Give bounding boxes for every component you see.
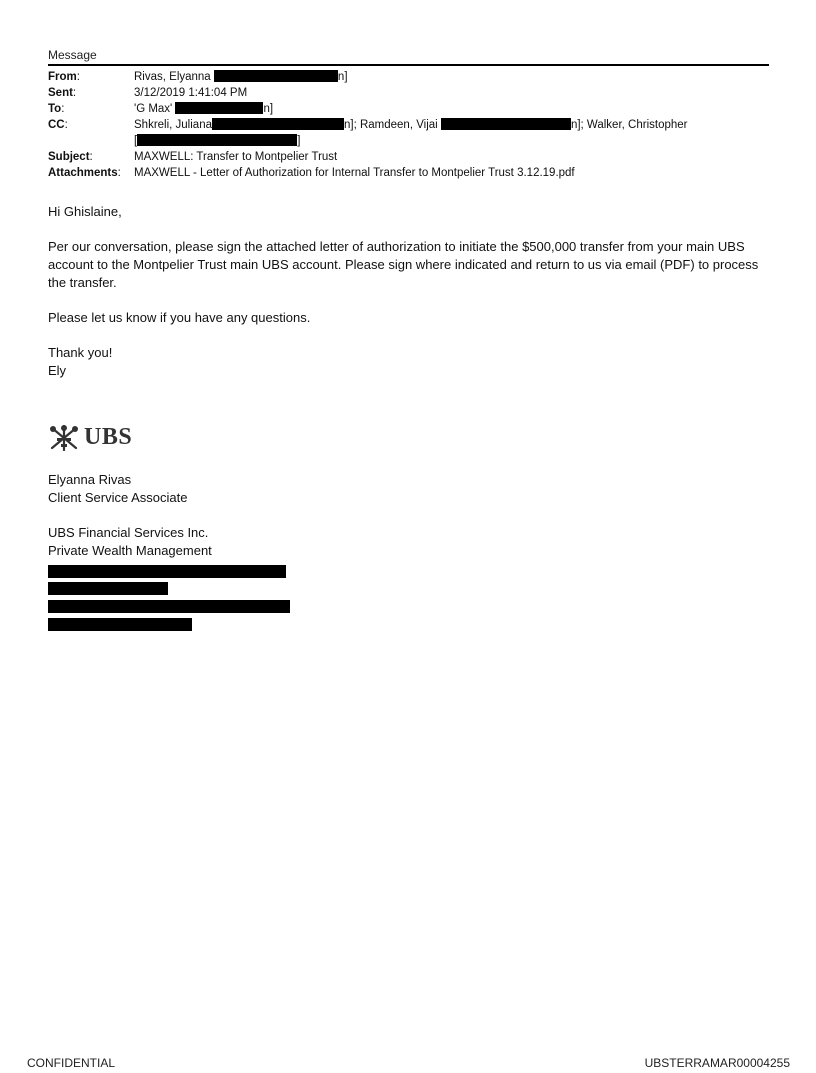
attachment-link[interactable]: MAXWELL - Letter of Authorization for Internal Transfer to Montpelier Trust 3.12.19.pdf — [134, 167, 575, 179]
ubs-logo-text: UBS — [84, 424, 133, 450]
signature-company: UBS Financial Services Inc. — [48, 525, 209, 540]
signoff: Ely — [48, 363, 67, 378]
body-paragraph-2: Please let us know if you have any questions. — [48, 310, 311, 325]
redaction-block — [48, 600, 290, 613]
attachments-label: Attachments — [48, 167, 118, 179]
cc-line2-open: [ — [134, 135, 138, 147]
ubs-keys-icon — [48, 425, 80, 451]
to-value: 'G Max' — [134, 103, 173, 115]
to-tail: n] — [263, 103, 274, 115]
signature-title: Client Service Associate — [48, 490, 188, 505]
cc-line2-close: ] — [297, 135, 301, 147]
redaction-block — [48, 565, 286, 578]
closing: Thank you! — [48, 345, 113, 360]
email-header — [48, 69, 769, 181]
subject-row: Subject: MAXWELL: Transfer to Montpelier Trust — [48, 149, 769, 165]
cc-row-continued — [48, 133, 769, 149]
signature-name: Elyanna Rivas — [48, 472, 132, 487]
sent-row: Sent: 3/12/2019 1:41:04 PM — [48, 85, 769, 101]
message-label: Message — [48, 48, 97, 62]
redaction-block — [212, 118, 344, 130]
to-label: To — [48, 103, 62, 115]
redaction-block — [137, 134, 297, 146]
from-value: Rivas, Elyanna — [134, 71, 211, 83]
signature-division: Private Wealth Management — [48, 543, 212, 558]
redaction-block — [175, 102, 263, 114]
body-paragraph-1: Per our conversation, please sign the attached letter of authorization to initiate the $500,000 transfer from your main UBS account to the Montpelier Trust main UBS account. Please sign where indicated and return to us via email (PDF) to process the transfer. — [48, 239, 759, 290]
redaction-block — [214, 70, 338, 82]
subject-label: Subject — [48, 151, 90, 163]
redaction-block — [441, 118, 571, 130]
signature-block — [48, 471, 212, 560]
sent-value: 3/12/2019 1:41:04 PM — [134, 87, 248, 99]
subject-value: MAXWELL: Transfer to Montpelier Trust — [134, 151, 338, 163]
attachments-row: Attachments: MAXWELL - Letter of Authorization for Internal Transfer to Montpelier Trust 3.12.19.pdf — [48, 165, 769, 181]
from-row: From: Rivas, Elyanna n] — [48, 71, 348, 83]
cc-row: CC: Shkreli, Juliana n]; Ramdeen, Vijai n]; Walker, Christopher — [48, 119, 688, 131]
to-row: To: 'G Max' n] — [48, 103, 274, 115]
cc-name-1: Shkreli, Juliana — [134, 119, 212, 131]
cc-label: CC — [48, 119, 65, 131]
header-divider — [48, 64, 769, 66]
redaction-block — [48, 582, 168, 595]
ubs-logo — [48, 424, 132, 451]
from-label: From — [48, 71, 77, 83]
footer-bates-number: UBSTERRAMAR00004255 — [644, 1056, 790, 1070]
cc-tail-1: n]; Ramdeen, Vijai — [343, 119, 438, 131]
cc-tail-2: n]; Walker, Christopher — [570, 119, 688, 131]
footer-confidential: CONFIDENTIAL — [27, 1056, 116, 1070]
email-body — [48, 203, 768, 397]
greeting: Hi Ghislaine, — [48, 204, 122, 219]
redaction-block — [48, 618, 192, 631]
from-tail: n] — [337, 71, 348, 83]
sent-label: Sent — [48, 87, 73, 99]
